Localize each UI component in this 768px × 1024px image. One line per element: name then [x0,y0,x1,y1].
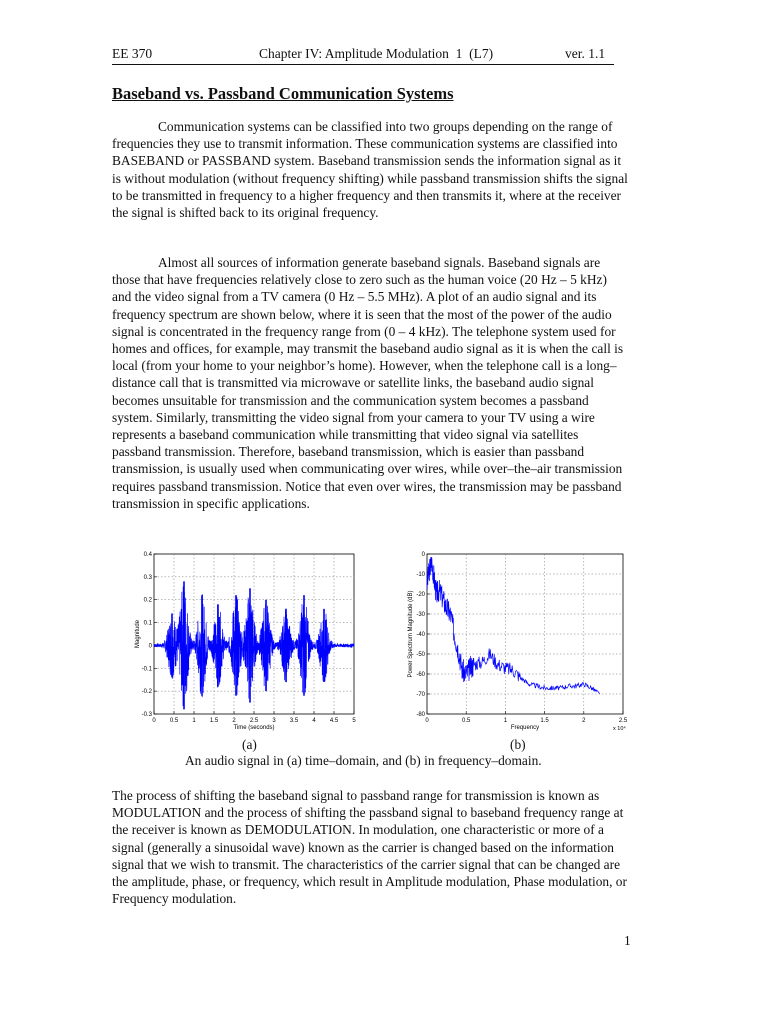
freq-x-tick-label: 0 [425,718,429,724]
time-x-tick-label: 1 [192,718,196,724]
header-chapter: Chapter IV: Amplitude Modulation 1 (L7) [259,46,494,61]
time-x-tick-label: 4.5 [329,718,339,724]
time-x-tick-label: 2.5 [249,718,259,724]
time-x-tick-label: 0.5 [169,718,179,724]
time-y-tick-label: 0.3 [143,574,152,581]
freq-x-tick-label: 1.5 [540,718,549,724]
section-title: Baseband vs. Passband Communication Systems [112,84,454,103]
time-y-axis-label: Magnitude [135,619,141,649]
freq-y-axis-label: Power Spectrum Magnitude (dB) [408,590,414,678]
freq-y-tick-label: -30 [416,612,425,618]
frequency-domain-plot [395,548,635,736]
paragraph-3: The process of shifting the baseband signal to passband range for transmission is known as MODULATION and the process of shifting the passband signal to baseband frequency range at the receiver is known as DEMODULATION. In modulation, one characteristic or more of a signal (generally a sinusoidal wave) known as the carrier is changed based on the information signal that we wish to transmit. The characteristics of the carrier signal that can be changed are the amplitude, phase, or frequency, which result in Amplitude modulation, Phase modulation, or Frequency modulation. [112,788,627,907]
time-x-axis-label: Time (seconds) [233,725,275,731]
time-x-tick-label: 1.5 [209,718,219,724]
freq-y-tick-label: -20 [416,592,425,598]
page-header [112,46,614,65]
figure-caption: An audio signal in (a) time–domain, and (b) in frequency–domain. [185,753,542,768]
time-y-tick-label: 0 [148,643,152,650]
freq-x-multiplier-label: x 10⁴ [613,726,626,732]
time-x-tick-label: 0 [152,718,156,724]
freq-x-tick-label: 1 [503,718,508,724]
freq-y-tick-label: -40 [416,632,425,638]
header-version: ver. 1.1 [565,46,606,61]
spectrum-series [427,557,599,694]
time-x-tick-label: 4 [312,718,316,724]
time-x-tick-label: 3 [272,718,276,724]
time-x-tick-label: 5 [352,718,356,724]
time-domain-plot [130,548,362,736]
figure-label-a: (a) [242,737,257,752]
freq-x-tick-label: 2 [582,718,586,724]
time-y-tick-label: 0.1 [143,620,152,627]
time-y-tick-label: -0.1 [141,666,152,673]
freq-y-tick-label: -10 [416,572,425,578]
paragraph-1: Communication systems can be classified into two groups depending on the range of frequencies they use to transmit information. These communication systems are classified into BASEBAND or PASSBAND system. Baseband transmission sends the information signal as it is without modulation (without frequency shifting) while passband transmission shifts the signal to be transmitted in frequency to a higher frequency and then transmits it, where at the receiver the signal is shifted back to its original frequency. [112,119,628,221]
header-course: EE 370 [112,46,153,61]
time-y-tick-label: 0.2 [143,597,152,604]
time-y-tick-label: 0.4 [143,552,152,558]
paragraph-2: Almost all sources of information generate baseband signals. Baseband signals are those that have frequencies relatively close to zero such as the human voice (20 Hz – 5 kHz) and the video signal from a TV camera (0 Hz – 5.5 MHz). A plot of an audio signal and its frequency spectrum are shown below, where it is seen that the most of the power of the audio signal is concentrated in the frequency range from (0 – 4 kHz). The telephone system used for homes and offices, for example, may transmit the baseband audio signal as it is when the call is local (from your home to your neighbor’s home). However, when the telephone call is a long–distance call that is transmitted via microwave or satellite links, the baseband audio signal becomes unsuitable for transmission and the communication system becomes a passband system. Similarly, transmitting the video signal from your camera to your TV using a wire represents a baseband communication while transmitting that video signal via satellites passband transmission. Therefore, baseband transmission, which is easier than passband transmission, is usually used when communicating over wires, while over–the–air transmission requires passband transmission. Notice that even over wires, the transmission may be passband transmission in specific applications. [112,255,624,511]
freq-y-tick-label: 0 [421,552,425,558]
time-x-tick-label: 2 [232,718,236,724]
time-y-tick-label: -0.3 [141,712,152,718]
freq-x-axis-label: Frequency [510,725,540,731]
freq-x-tick-label: 0.5 [462,718,471,724]
freq-y-tick-label: -70 [416,692,425,698]
freq-x-tick-label: 2.5 [618,718,628,724]
freq-y-tick-label: -80 [416,712,425,718]
time-y-tick-label: -0.2 [141,689,152,696]
page-number: 1 [624,933,631,948]
figure-label-b: (b) [510,737,526,752]
time-x-tick-label: 3.5 [289,718,299,724]
freq-y-tick-label: -50 [416,652,425,658]
freq-y-tick-label: -60 [416,672,425,678]
